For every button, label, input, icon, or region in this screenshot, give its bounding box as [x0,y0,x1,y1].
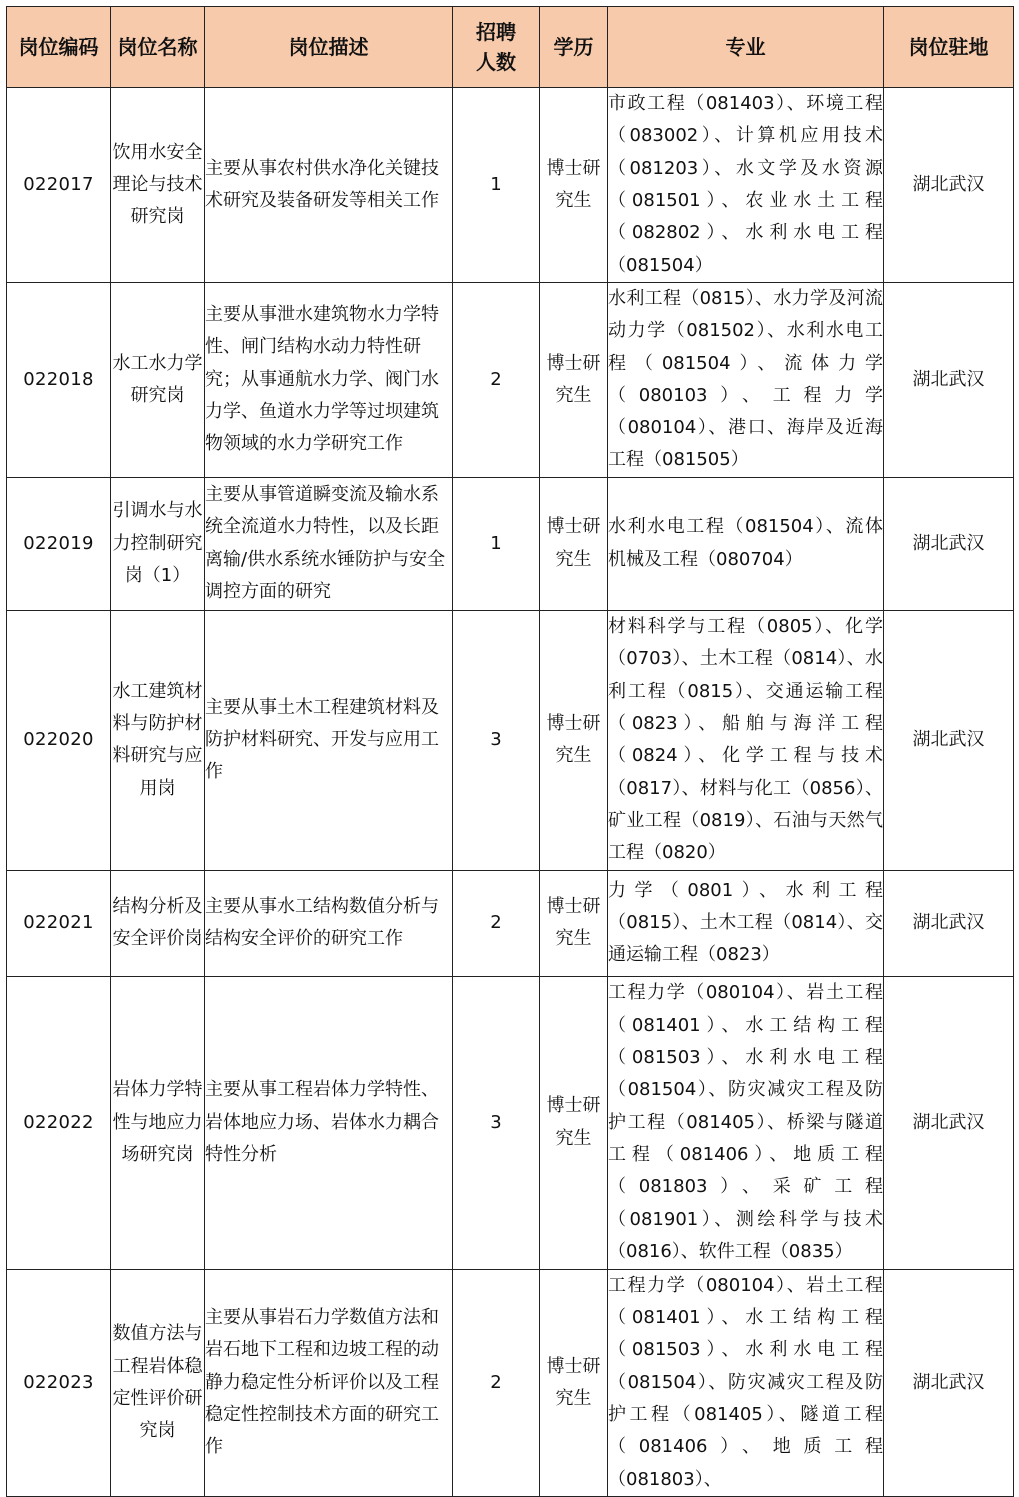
cell-major: 水利水电工程（081504）、流体机械及工程（080704） [608,477,884,610]
cell-name: 水工建筑材料与防护材料研究与应用岗 [111,610,205,870]
cell-code: 022022 [7,976,111,1269]
cell-count: 1 [453,88,540,283]
cell-description: 主要从事岩石力学数值方法和岩石地下工程和边坡工程的动静力稳定性分析评价以及工程稳定性控制技术方面的研究工作 [205,1269,453,1496]
cell-count: 2 [453,283,540,478]
cell-education: 博士研究生 [540,870,608,976]
cell-major: 工程力学（080104）、岩土工程（081401）、水工结构工程（081503）、水利水电工程（081504）、防灾减灾工程及防护工程（081405）、桥梁与隧道工程（081406）、地质工程（081803）、采矿工程（081901）、测绘科学与技术（0816）、软件工程（0835） [608,976,884,1269]
cell-education: 博士研究生 [540,976,608,1269]
cell-name: 结构分析及安全评价岗 [111,870,205,976]
cell-education: 博士研究生 [540,1269,608,1496]
cell-description: 主要从事水工结构数值分析与结构安全评价的研究工作 [205,870,453,976]
cell-description: 主要从事泄水建筑物水力学特性、闸门结构水动力特性研究；从事通航水力学、阀门水力学、鱼道水力学等过坝建筑物领域的水力学研究工作 [205,283,453,478]
table-row [7,477,1014,610]
cell-location: 湖北武汉 [884,477,1014,610]
cell-major: 市政工程（081403）、环境工程（083002）、计算机应用技术（081203）、水文学及水资源（081501）、农业水土工程（082802）、水利水电工程（081504） [608,88,884,283]
cell-name: 引调水与水力控制研究岗（1） [111,477,205,610]
cell-education: 博士研究生 [540,477,608,610]
header-code: 岗位编码 [7,7,111,88]
cell-count: 1 [453,477,540,610]
cell-location: 湖北武汉 [884,88,1014,283]
cell-code: 022021 [7,870,111,976]
cell-code: 022023 [7,1269,111,1496]
header-location: 岗位驻地 [884,7,1014,88]
cell-code: 022019 [7,477,111,610]
job-positions-table [6,6,1014,1497]
cell-education: 博士研究生 [540,283,608,478]
table-header-row [7,7,1014,88]
table-row [7,1269,1014,1496]
table-row [7,610,1014,870]
cell-major: 材料科学与工程（0805）、化学（0703）、土木工程（0814）、水利工程（0815）、交通运输工程（0823）、船舶与海洋工程（0824）、化学工程与技术（0817）、材料与化工（0856）、矿业工程（0819）、石油与天然气工程（0820） [608,610,884,870]
cell-name: 水工水力学研究岗 [111,283,205,478]
header-count [453,7,540,88]
header-description: 岗位描述 [205,7,453,88]
header-name: 岗位名称 [111,7,205,88]
cell-code: 022018 [7,283,111,478]
cell-location: 湖北武汉 [884,283,1014,478]
cell-description: 主要从事工程岩体力学特性、岩体地应力场、岩体水力耦合特性分析 [205,976,453,1269]
header-major: 专业 [608,7,884,88]
cell-count: 3 [453,610,540,870]
cell-major: 力学（0801）、水利工程（0815）、土木工程（0814）、交通运输工程（0823） [608,870,884,976]
cell-description: 主要从事管道瞬变流及输水系统全流道水力特性，以及长距离输/供水系统水锤防护与安全调控方面的研究 [205,477,453,610]
cell-education: 博士研究生 [540,88,608,283]
cell-count: 3 [453,976,540,1269]
cell-description: 主要从事农村供水净化关键技术研究及装备研发等相关工作 [205,88,453,283]
cell-code: 022020 [7,610,111,870]
cell-name: 饮用水安全理论与技术研究岗 [111,88,205,283]
header-count-line2: 人数 [476,50,516,74]
header-education: 学历 [540,7,608,88]
cell-location: 湖北武汉 [884,976,1014,1269]
header-count-line1: 招聘 [476,20,516,44]
table-row [7,976,1014,1269]
table-row [7,88,1014,283]
cell-count: 2 [453,1269,540,1496]
cell-name: 岩体力学特性与地应力场研究岗 [111,976,205,1269]
cell-description: 主要从事土木工程建筑材料及防护材料研究、开发与应用工作 [205,610,453,870]
cell-count: 2 [453,870,540,976]
cell-code: 022017 [7,88,111,283]
cell-location: 湖北武汉 [884,610,1014,870]
cell-location: 湖北武汉 [884,1269,1014,1496]
cell-education: 博士研究生 [540,610,608,870]
table-row [7,283,1014,478]
cell-major: 工程力学（080104）、岩土工程（081401）、水工结构工程（081503）、水利水电工程（081504）、防灾减灾工程及防护工程（081405）、隧道工程（081406）、地质工程（081803）、 [608,1269,884,1496]
cell-major: 水利工程（0815）、水力学及河流动力学（081502）、水利水电工程（081504）、流体力学（080103）、工程力学（080104）、港口、海岸及近海工程（081505） [608,283,884,478]
cell-name: 数值方法与工程岩体稳定性评价研究岗 [111,1269,205,1496]
cell-location: 湖北武汉 [884,870,1014,976]
table-row [7,870,1014,976]
